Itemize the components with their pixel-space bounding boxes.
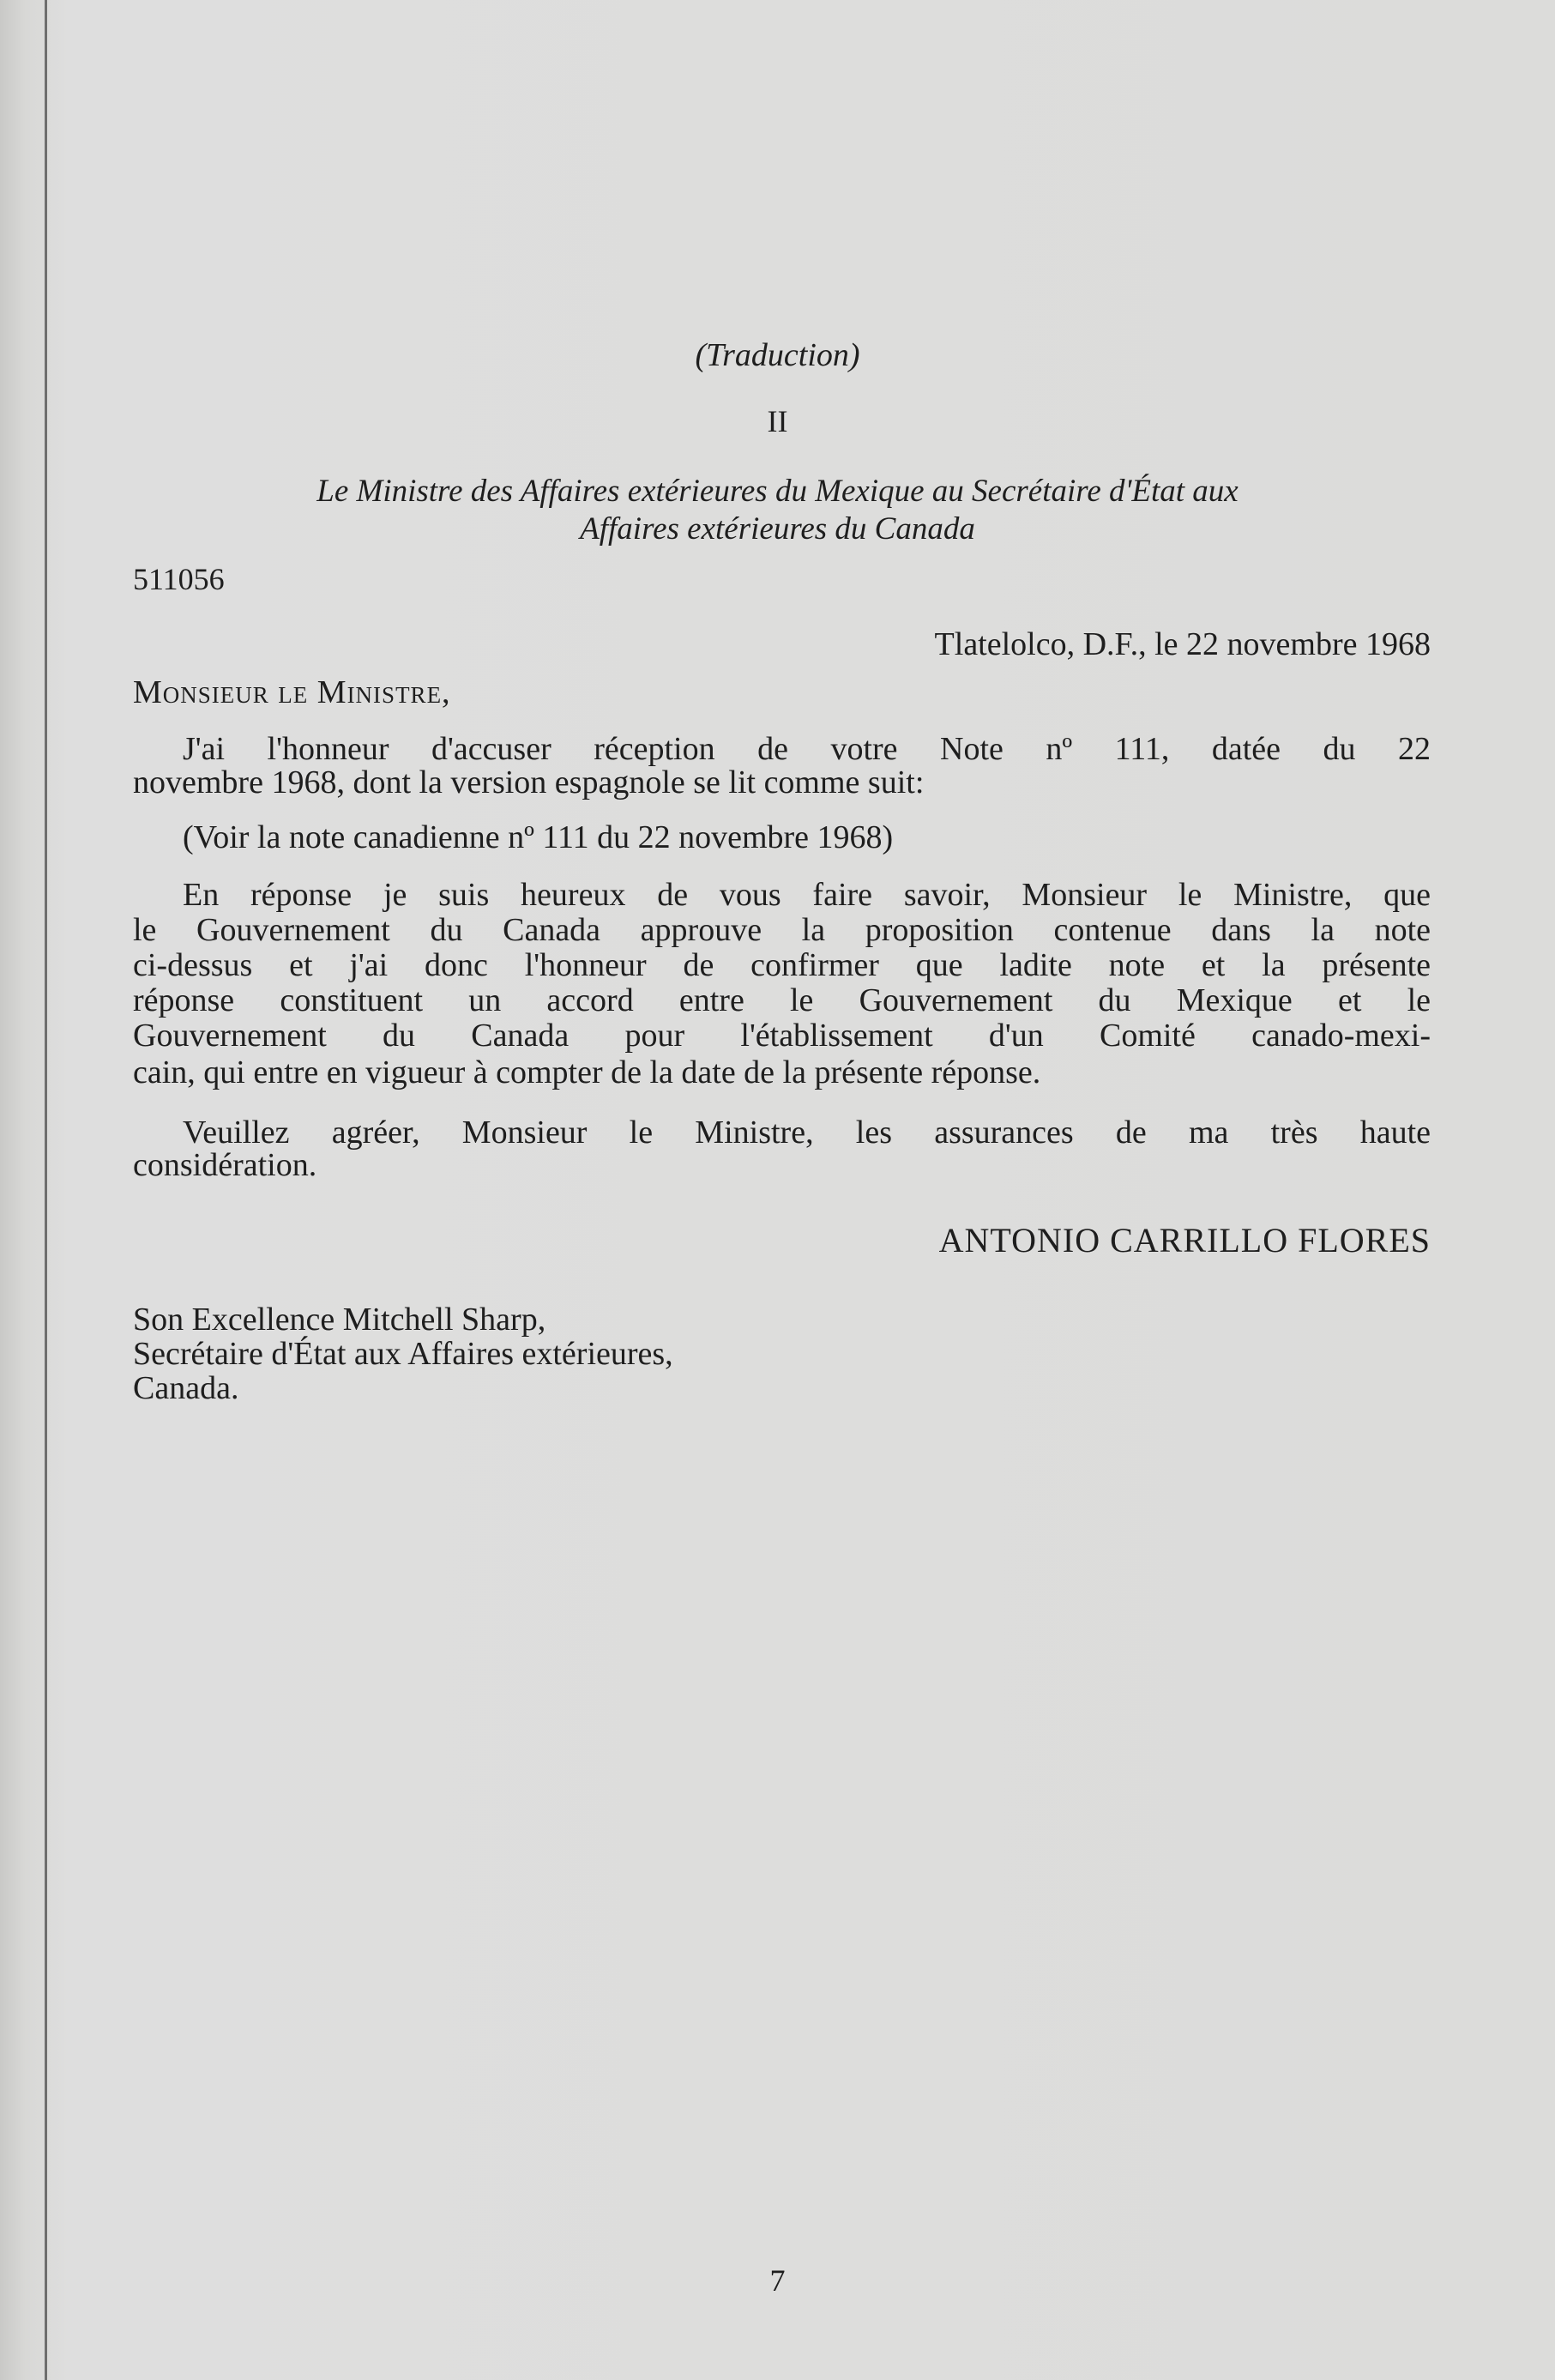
section-number: II bbox=[767, 404, 788, 438]
translation-note: (Traduction) bbox=[695, 337, 860, 373]
paragraph-2-line-4: réponse constituent un accord entre le Gouvernement du Mexique et le bbox=[133, 982, 1431, 1018]
reference-note: (Voir la note canadienne nº 111 du 22 novembre 1968) bbox=[183, 819, 894, 855]
paragraph-2-line-5: Gouvernement du Canada pour l'établissement d'un Comité canado-mexi- bbox=[133, 1018, 1431, 1054]
page-number: 7 bbox=[769, 2263, 786, 2298]
signature: ANTONIO CARRILLO FLORES bbox=[938, 1221, 1431, 1259]
paragraph-2-line-6: cain, qui entre en vigueur à compter de la date de la présente réponse. bbox=[133, 1054, 1041, 1090]
reference-number: 511056 bbox=[133, 562, 225, 596]
paragraph-2-line-2: le Gouvernement du Canada approuve la proposition contenue dans la note bbox=[133, 912, 1431, 948]
salutation: Monsieur le Ministre, bbox=[133, 674, 451, 710]
addressee-line-2: Secrétaire d'État aux Affaires extérieures, bbox=[133, 1336, 673, 1372]
paragraph-2-line-1: En réponse je suis heureux de vous faire savoir, Monsieur le Ministre, que bbox=[183, 877, 1431, 913]
paragraph-1-line-1: J'ai l'honneur d'accuser réception de votre Note nº 111, datée du 22 bbox=[183, 731, 1431, 767]
addressee-line-3: Canada. bbox=[133, 1370, 239, 1406]
addressee-line-1: Son Excellence Mitchell Sharp, bbox=[133, 1302, 546, 1338]
heading-line-2: Affaires extérieures du Canada bbox=[580, 511, 975, 547]
heading-line-1: Le Ministre des Affaires extérieures du Mexique au Secrétaire d'État aux bbox=[316, 474, 1239, 509]
place-date: Tlatelolco, D.F., le 22 novembre 1968 bbox=[934, 626, 1431, 662]
paragraph-1-line-2: novembre 1968, dont la version espagnole se lit comme suit: bbox=[133, 764, 925, 800]
paragraph-3-line-1: Veuillez agréer, Monsieur le Ministre, les assurances de ma très haute bbox=[183, 1114, 1431, 1151]
paragraph-3-line-2: considération. bbox=[133, 1147, 317, 1183]
paragraph-2-line-3: ci-dessus et j'ai donc l'honneur de confirmer que ladite note et la présente bbox=[133, 947, 1431, 983]
